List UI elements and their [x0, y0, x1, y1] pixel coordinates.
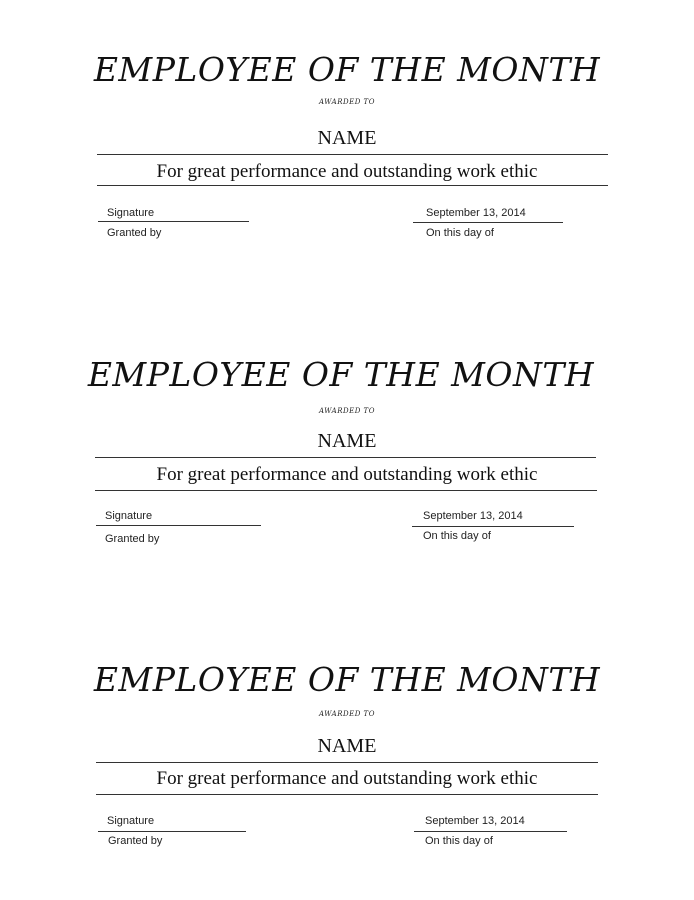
date-line [414, 831, 567, 832]
reason-underline [96, 794, 598, 795]
certificate-title: EMPLOYEE OF THE MONTH [93, 660, 601, 699]
signature-line [98, 831, 246, 832]
award-reason: For great performance and outstanding work ethic [156, 464, 538, 485]
award-date: September 13, 2014 [426, 207, 526, 219]
granted-by-label: Granted by [105, 533, 160, 545]
award-reason: For great performance and outstanding work ethic [156, 768, 538, 789]
granted-by-label: Granted by [108, 835, 163, 847]
award-date: September 13, 2014 [425, 815, 525, 827]
award-reason: For great performance and outstanding work ethic [156, 161, 538, 182]
certificate-title: EMPLOYEE OF THE MONTH [87, 355, 595, 394]
recipient-name: NAME [317, 127, 377, 149]
awarded-to-label: AWARDED TO [319, 710, 375, 718]
awarded-to-label: AWARDED TO [319, 98, 375, 106]
recipient-name: NAME [317, 430, 377, 452]
signature-label: Signature [107, 815, 155, 827]
name-underline [95, 457, 596, 458]
date-line [412, 526, 574, 527]
signature-line [96, 525, 261, 526]
signature-label: Signature [107, 207, 155, 219]
signature-label: Signature [105, 510, 153, 522]
date-label: On this day of [426, 227, 494, 239]
recipient-name: NAME [317, 735, 377, 757]
certificate-title: EMPLOYEE OF THE MONTH [93, 50, 601, 89]
award-date: September 13, 2014 [423, 510, 523, 522]
date-label: On this day of [423, 530, 491, 542]
awarded-to-label: AWARDED TO [319, 407, 375, 415]
reason-underline [95, 490, 597, 491]
date-label: On this day of [425, 835, 493, 847]
name-underline [96, 762, 598, 763]
granted-by-label: Granted by [107, 227, 162, 239]
